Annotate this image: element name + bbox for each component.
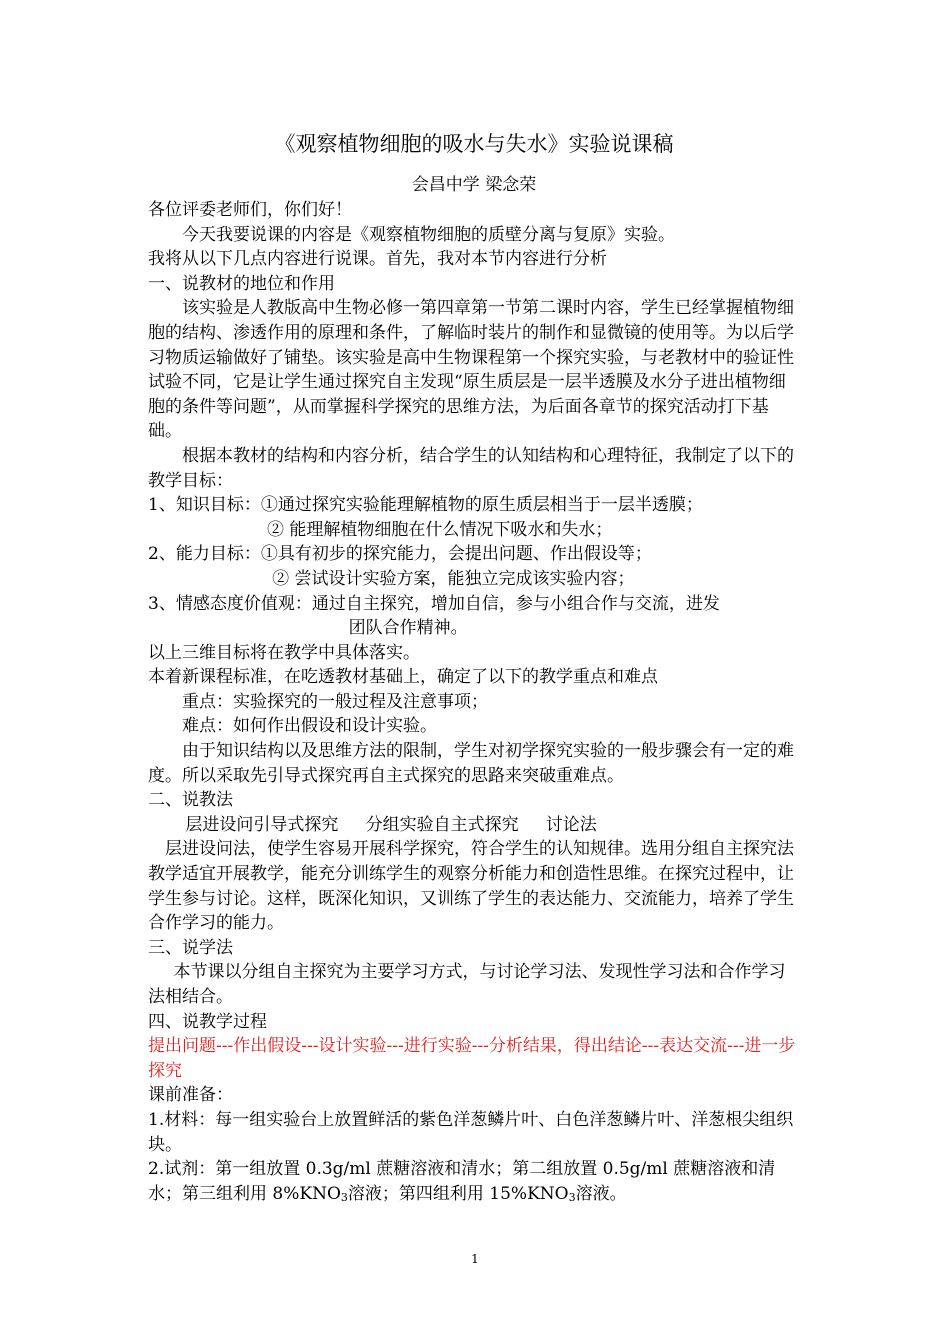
document-body bbox=[148, 130, 800, 1206]
teaching-method-item: 分组实验自主式探究 bbox=[365, 814, 519, 835]
document-title: 《观察植物细胞的吸水与失水》实验说课稿 bbox=[274, 132, 674, 156]
reagents-text-2: 溶液；第四组利用 15%KNO bbox=[347, 1183, 569, 1204]
preparation-reagents bbox=[148, 1157, 800, 1206]
preparation-heading: 课前准备： bbox=[148, 1085, 233, 1106]
key-points-intro: 本着新课程标准，在吃透教材基础上，确定了以下的教学重点和难点 bbox=[148, 667, 658, 688]
reagents-text-3: 溶液。 bbox=[575, 1183, 627, 1204]
preparation-materials: 1.材料：每一组实验台上放置鲜活的紫色洋葱鳞片叶、白色洋葱鳞片叶、洋葱根尖组织块。 bbox=[148, 1109, 794, 1155]
section-1-paragraph-2: 根据本教材的结构和内容分析，结合学生的认知结构和心理特征，我制定了以下的教学目标： bbox=[148, 445, 794, 491]
section-2-heading: 二、说教法 bbox=[148, 790, 233, 811]
goal-knowledge-line-1: 1、知识目标：①通过探究实验能理解植物的原生质层相当于一层半透膜； bbox=[148, 495, 703, 516]
intro-paragraph-1: 今天我要说课的内容是《观察植物细胞的质壁分离与复原》实验。 bbox=[182, 224, 675, 245]
section-4-heading: 四、说教学过程 bbox=[148, 1011, 267, 1032]
teaching-method-item: 层进设问引导式探究 bbox=[185, 814, 339, 835]
goal-emotion-line-2: 团队合作精神。 bbox=[348, 618, 468, 639]
goals-note: 以上三维目标将在教学中具体落实。 bbox=[148, 642, 420, 663]
page-number: 1 bbox=[471, 1252, 479, 1266]
greeting: 各位评委老师们，你们好！ bbox=[148, 200, 352, 220]
section-1-heading: 一、说教材的地位和作用 bbox=[148, 273, 335, 294]
key-point: 重点：实验探究的一般过程及注意事项； bbox=[182, 691, 488, 712]
document-author: 会昌中学 梁念荣 bbox=[411, 175, 537, 195]
goal-knowledge-line-2: ② 能理解植物细胞在什么情况下吸水和失水； bbox=[267, 519, 613, 540]
reagents-subscript-2: 3 bbox=[568, 1190, 576, 1204]
section-1-paragraph-1: 该实验是人教版高中生物必修一第四章第一节第二课时内容，学生已经掌握植物细胞的结构、渗透作用的原理和条件，了解临时装片的制作和显微镜的使用等。为以后学习物质运输做好了铺垫。该实验是高中生物课程第一个探究实验，与老教材中的验证性试验不同，它是让学生通过探究自主发现“原生质层是一层半透膜及水分子进出植物细胞的条件等问题”，从而掌握科学探究的思维方法，为后面各章节的探究活动打下基础。 bbox=[148, 298, 794, 442]
teaching-method-item: 讨论法 bbox=[545, 814, 597, 835]
goal-emotion-line-1: 3、情感态度价值观：通过自主探究，增加自信，参与小组合作与交流，进发 bbox=[148, 593, 720, 614]
section-1-paragraph-3: 由于知识结构以及思维方法的限制，学生对初学探究实验的一般步骤会有一定的难度。所以采取先引导式探究再自主式探究的思路来突破重难点。 bbox=[148, 741, 794, 786]
goal-ability-line-2: ② 尝试设计实验方案，能独立完成该实验内容； bbox=[272, 568, 635, 589]
goal-ability-line-1: 2、能力目标：①具有初步的探究能力，会提出问题、作出假设等； bbox=[148, 544, 652, 565]
section-3-heading: 三、说学法 bbox=[148, 937, 233, 958]
difficult-point: 难点：如何作出假设和设计实验。 bbox=[182, 716, 437, 737]
teaching-process-flow: 提出问题---作出假设---设计实验---进行实验---分析结果，得出结论---表达交流---进一步探究 bbox=[148, 1036, 796, 1081]
reagents-subscript-1: 3 bbox=[340, 1190, 348, 1204]
intro-paragraph-2: 我将从以下几点内容进行说课。首先，我对本节内容进行分析 bbox=[148, 249, 607, 270]
section-3-paragraph-1: 本节课以分组自主探究为主要学习方式，与讨论学习法、发现性学习法和合作学习法相结合。 bbox=[148, 962, 786, 1007]
teaching-methods-list bbox=[148, 813, 800, 838]
section-2-paragraph-1: 层进设问法，使学生容易开展科学探究，符合学生的认知规律。选用分组自主探究法教学适宜开展教学，能充分训练学生的观察分析能力和创造性思维。在探究过程中，让学生参与讨论。这样，既深化知识，又训练了学生的表达能力、交流能力，培养了学生合作学习的能力。 bbox=[148, 839, 794, 934]
reagents-text-1: 2.试剂：第一组放置 0.3g/ml 蔗糖溶液和清水；第二组放置 0.5g/ml 蔗糖溶液和清水；第三组利用 8%KNO bbox=[148, 1159, 776, 1204]
